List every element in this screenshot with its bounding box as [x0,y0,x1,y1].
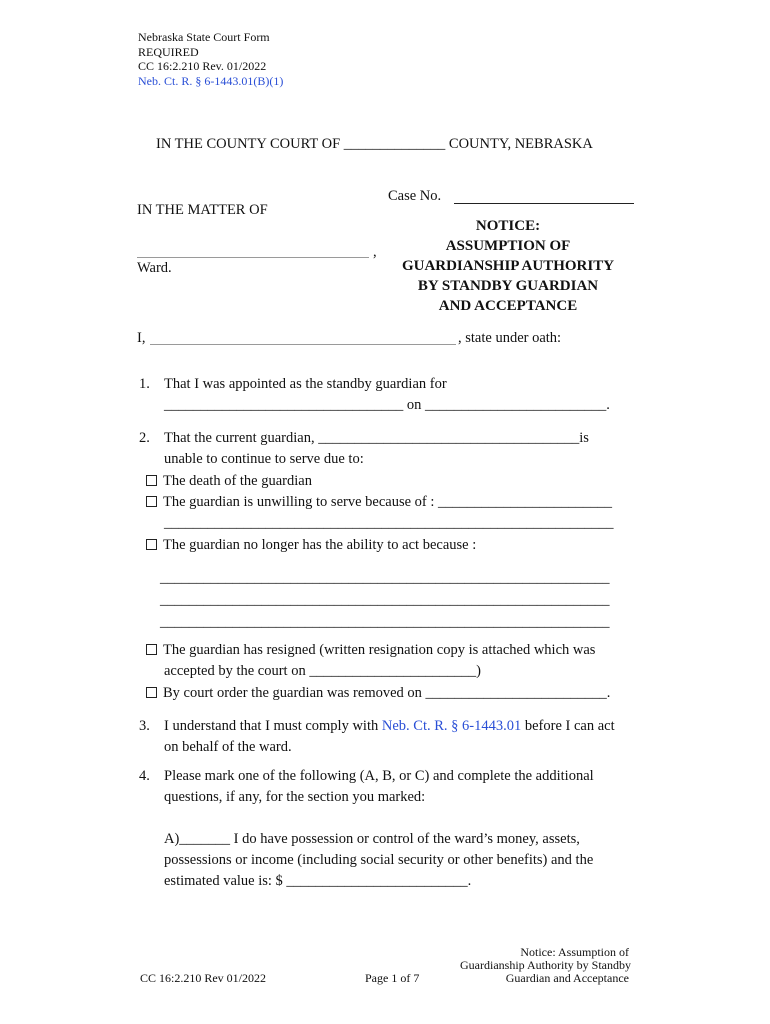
title-line: BY STANDBY GUARDIAN [417,278,599,294]
case-no-label: Case No. [388,188,442,204]
unwilling-reason-line[interactable]: ______________________________________________________________ [164,515,614,531]
footer-title-line: Guardian and Acceptance [505,971,629,985]
header-form-name: Nebraska State Court Form [138,30,270,44]
option-death[interactable] [146,471,312,492]
header-required: REQUIRED [138,44,199,59]
document-title [388,216,628,316]
item4-number: 4. [139,768,150,784]
header-rule-link[interactable]: Neb. Ct. R. § 6-1443.01(B)(1) [138,73,284,88]
item3-number: 3. [139,718,150,734]
title-line: AND ACCEPTANCE [438,298,578,314]
ability-reason-line[interactable]: ______________________________________________________________ [160,570,610,586]
item1-appointment-fields[interactable]: _________________________________ on _________________________. [164,397,610,413]
checkbox-death[interactable] [146,475,157,486]
checkbox-removed[interactable] [146,687,157,698]
item1-number: 1. [139,376,150,392]
option-ability-label: The guardian no longer has the ability to act because : [163,537,477,553]
form-header [138,30,283,88]
option-resigned[interactable] [146,640,595,661]
item2-text-cont: unable to continue to serve due to: [164,451,364,467]
title-line: GUARDIANSHIP AUTHORITY [401,258,615,274]
footer-title [436,946,631,985]
checkbox-ability[interactable] [146,539,157,550]
footer-title-line: Guardianship Authority by Standby [460,958,631,972]
ward-name-field[interactable] [137,257,369,258]
item1-text: That I was appointed as the standby guardian for [164,376,447,392]
item3-text-after: before I can act [521,718,615,734]
checkbox-resigned[interactable] [146,644,157,655]
matter-of-label: IN THE MATTER OF [137,202,268,218]
checkbox-unwilling[interactable] [146,496,157,507]
declarant-name-field[interactable] [150,344,456,345]
item2-text[interactable]: That the current guardian, ____________________________________is [164,430,589,446]
option-a-value-field[interactable]: estimated value is: $ _________________________. [164,873,472,889]
title-line: ASSUMPTION OF [445,238,571,254]
item4-text-cont: questions, if any, for the section you marked: [164,789,426,805]
option-removed-label: By court order the guardian was removed on _________________________. [163,685,611,701]
option-unwilling-label: The guardian is unwilling to serve because of : ________________________ [163,494,613,510]
oath-prefix: I, [137,330,146,346]
option-resigned-label: The guardian has resigned (written resignation copy is attached which was [163,642,596,658]
ability-reason-line[interactable]: ______________________________________________________________ [160,592,610,608]
option-a-line2: possessions or income (including social security or other benefits) and the [164,852,594,868]
option-a-line1[interactable]: A)_______ I do have possession or control of the ward’s money, assets, [164,831,580,847]
header-form-number: CC 16:2.210 Rev. 01/2022 [138,59,267,73]
item3-text-cont: on behalf of the ward. [164,739,292,755]
item3-text [164,716,615,737]
item2-number: 2. [139,430,150,446]
comma: , [373,244,377,260]
option-removed[interactable] [146,683,610,704]
ability-reason-line[interactable]: ______________________________________________________________ [160,614,610,630]
item3-text-before: I understand that I must comply with [164,718,382,734]
option-death-label: The death of the guardian [163,473,312,489]
case-no-field[interactable] [454,203,634,204]
title-line: NOTICE: [475,218,541,234]
option-ability[interactable] [146,535,476,556]
option-unwilling[interactable] [146,492,612,513]
item4-text: Please mark one of the following (A, B, or C) and complete the additional [164,768,594,784]
court-heading: IN THE COUNTY COURT OF ______________ COUNTY, NEBRASKA [156,136,593,152]
ward-label: Ward. [137,260,172,276]
footer-title-line: Notice: Assumption of [520,945,629,959]
page-number: Page 1 of 7 [365,971,420,985]
oath-suffix: , state under oath: [458,330,562,346]
footer-form-id: CC 16:2.210 Rev 01/2022 [140,971,267,985]
resigned-date-line[interactable]: accepted by the court on _______________________) [164,663,481,679]
item3-rule-link[interactable]: Neb. Ct. R. § 6-1443.01 [381,718,522,734]
